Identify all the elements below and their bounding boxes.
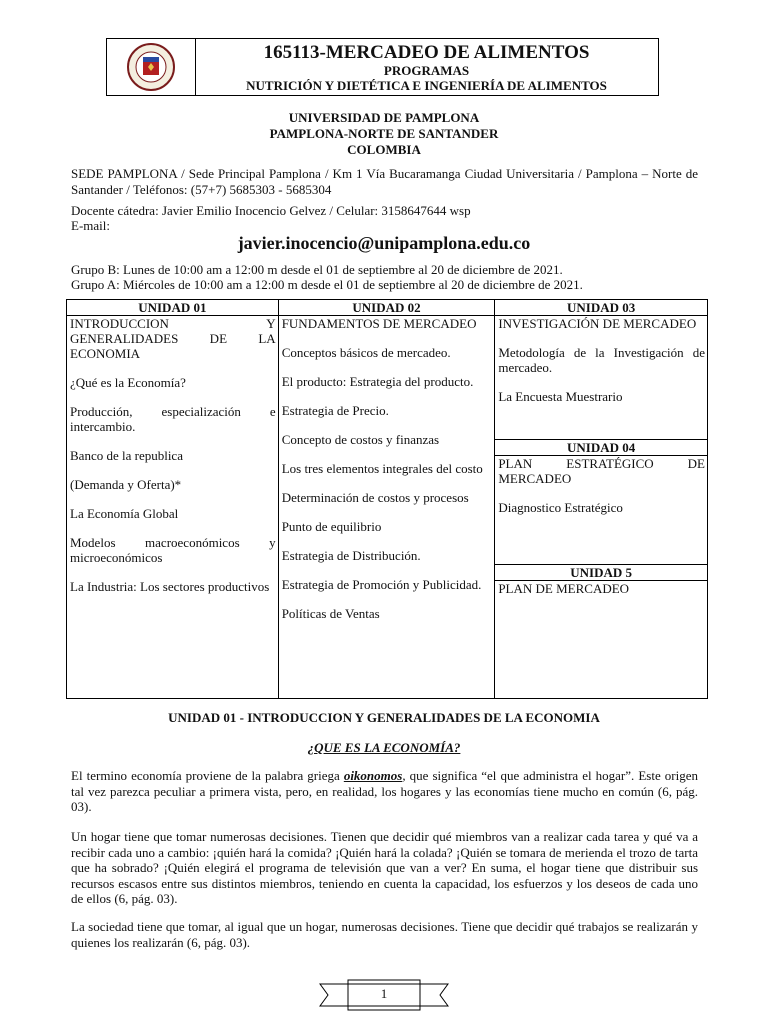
paragraph-1 [71, 768, 698, 815]
section-subheading: ¿QUE ES LA ECONOMÍA? [307, 740, 461, 755]
teacher-email[interactable]: javier.inocencio@unipamplona.edu.co [237, 233, 531, 253]
unit-02-content [278, 316, 495, 699]
institution-country: COLOMBIA [347, 142, 421, 157]
unit-01-item: La Industria: Los sectores productivos [70, 579, 270, 594]
unit-01-content [67, 316, 279, 699]
unit-03-item: Metodología de la Investigación de mercadeo. [498, 345, 705, 375]
email-label: E-mail: [71, 218, 110, 233]
seal-cell [107, 39, 196, 95]
header-titles [195, 39, 658, 95]
programs-list: NUTRICIÓN Y DIETÉTICA E INGENIERÍA DE ALIMENTOS [246, 78, 607, 93]
unit-01-item: Producción, especialización e intercambio. [70, 404, 276, 434]
group-b-schedule: Grupo B: Lunes de 10:00 am a 12:00 m desde el 01 de septiembre al 20 de diciembre de 2021. [71, 262, 563, 277]
unit-03-content [495, 316, 708, 440]
p1-greek-term: oikonomos [343, 768, 403, 783]
unit-02-item: Los tres elementos integrales del costo [281, 461, 483, 476]
unit-02-item: Estrategia de Promoción y Publicidad. [281, 577, 482, 592]
unit-02-item: El producto: Estrategia del producto. [281, 374, 474, 389]
address-text: SEDE PAMPLONA / Sede Principal Pamplona / Km 1 Vía Bucaramanga Ciudad Universitaria / Pamplona – Norte de Santander / Teléfonos: (57+7) 5685303 - 5685304 [71, 166, 698, 197]
unit-04-item: Diagnostico Estratégico [498, 500, 623, 515]
unit-01-header: UNIDAD 01 [67, 300, 279, 316]
document-header [106, 38, 659, 96]
unit-01-item: La Economía Global [70, 506, 179, 521]
unit-04-title: PLAN ESTRATÉGICO DE MERCADEO [498, 456, 705, 486]
unit-01-item: Banco de la republica [70, 448, 183, 463]
unit-01-item: Modelos macroeconómicos y microeconómicos [70, 535, 276, 565]
institution-name: UNIVERSIDAD DE PAMPLONA [288, 110, 480, 125]
unit-02-item: Concepto de costos y finanzas [281, 432, 440, 447]
unit-02-item: Políticas de Ventas [281, 606, 380, 621]
unit-02-item: Determinación de costos y procesos [281, 490, 469, 505]
unit-03-title: INVESTIGACIÓN DE MERCADEO [498, 316, 697, 331]
unit-03-item: La Encuesta Muestrario [498, 389, 623, 404]
page-number-box [318, 978, 450, 1012]
units-table [66, 299, 708, 699]
unit-01-title: INTRODUCCION Y GENERALIDADES DE LA ECONOMIA [70, 316, 276, 361]
unit-05-content [495, 581, 708, 699]
unit-03-header: UNIDAD 03 [495, 300, 708, 316]
page-number: 1 [380, 986, 388, 1001]
teacher-info: Docente cátedra: Javier Emilio Inocencio Gelvez / Celular: 3158647644 wsp [71, 203, 471, 218]
unit-04-content [495, 456, 708, 565]
paragraph-2: Un hogar tiene que tomar numerosas decisiones. Tienen que decidir qué miembros van a realizar cada tarea y qué va a recibir cada uno a cambio: ¡quién hará la comida? ¡Quién hará la colada? ¡Quién se tomara de merienda el trozo de tarta que ha sobrado? ¡Quién elegirá el programa de televisión que van a ver? En suma, el hogar tiene que distribuir sus recursos escasos entre sus distintos miembros, teniendo en cuenta la capacidad, los esfuerzos y los deseos de cada uno de ellos (6, pág. 03). [71, 829, 698, 906]
paragraph-3: La sociedad tiene que tomar, al igual que un hogar, numerosas decisiones. Tiene que decidir qué trabajos se realizarán y quienes los realizarán (6, pág. 03). [71, 919, 698, 950]
unit-02-item: Estrategia de Distribución. [281, 548, 421, 563]
unit-05-title: PLAN DE MERCADEO [498, 581, 630, 596]
unit-02-item: Punto de equilibrio [281, 519, 382, 534]
unit-02-item: Conceptos básicos de mercadeo. [281, 345, 451, 360]
unit-02-title: FUNDAMENTOS DE MERCADEO [281, 316, 477, 331]
unit-01-item: (Demanda y Oferta)* [70, 477, 182, 492]
course-title: 165113-MERCADEO DE ALIMENTOS [263, 42, 590, 63]
programs-label: PROGRAMAS [383, 63, 470, 78]
unit-04-header: UNIDAD 04 [495, 440, 708, 456]
university-seal-logo [126, 42, 176, 92]
unit-02-item: Estrategia de Precio. [281, 403, 389, 418]
institution-city: PAMPLONA-NORTE DE SANTANDER [269, 126, 499, 141]
p1-text-after: , que significa “el que administra el hogar”. Este origen tal vez parezca peculiar a primera vista, pero, en realidad, los hogares y las economías tiene mucho en común (6, pág. 03). [71, 768, 698, 814]
group-a-schedule: Grupo A: Miércoles de 10:00 am a 12:00 m desde el 01 de septiembre al 20 de diciembre de 2021. [71, 277, 583, 292]
section-heading: UNIDAD 01 - INTRODUCCION Y GENERALIDADES DE LA ECONOMIA [168, 710, 600, 725]
unit-02-header: UNIDAD 02 [278, 300, 495, 316]
unit-01-item: ¿Qué es la Economía? [70, 375, 186, 390]
p1-text-before: El termino economía proviene de la palabra griega [71, 768, 344, 783]
unit-05-header: UNIDAD 5 [495, 565, 708, 581]
